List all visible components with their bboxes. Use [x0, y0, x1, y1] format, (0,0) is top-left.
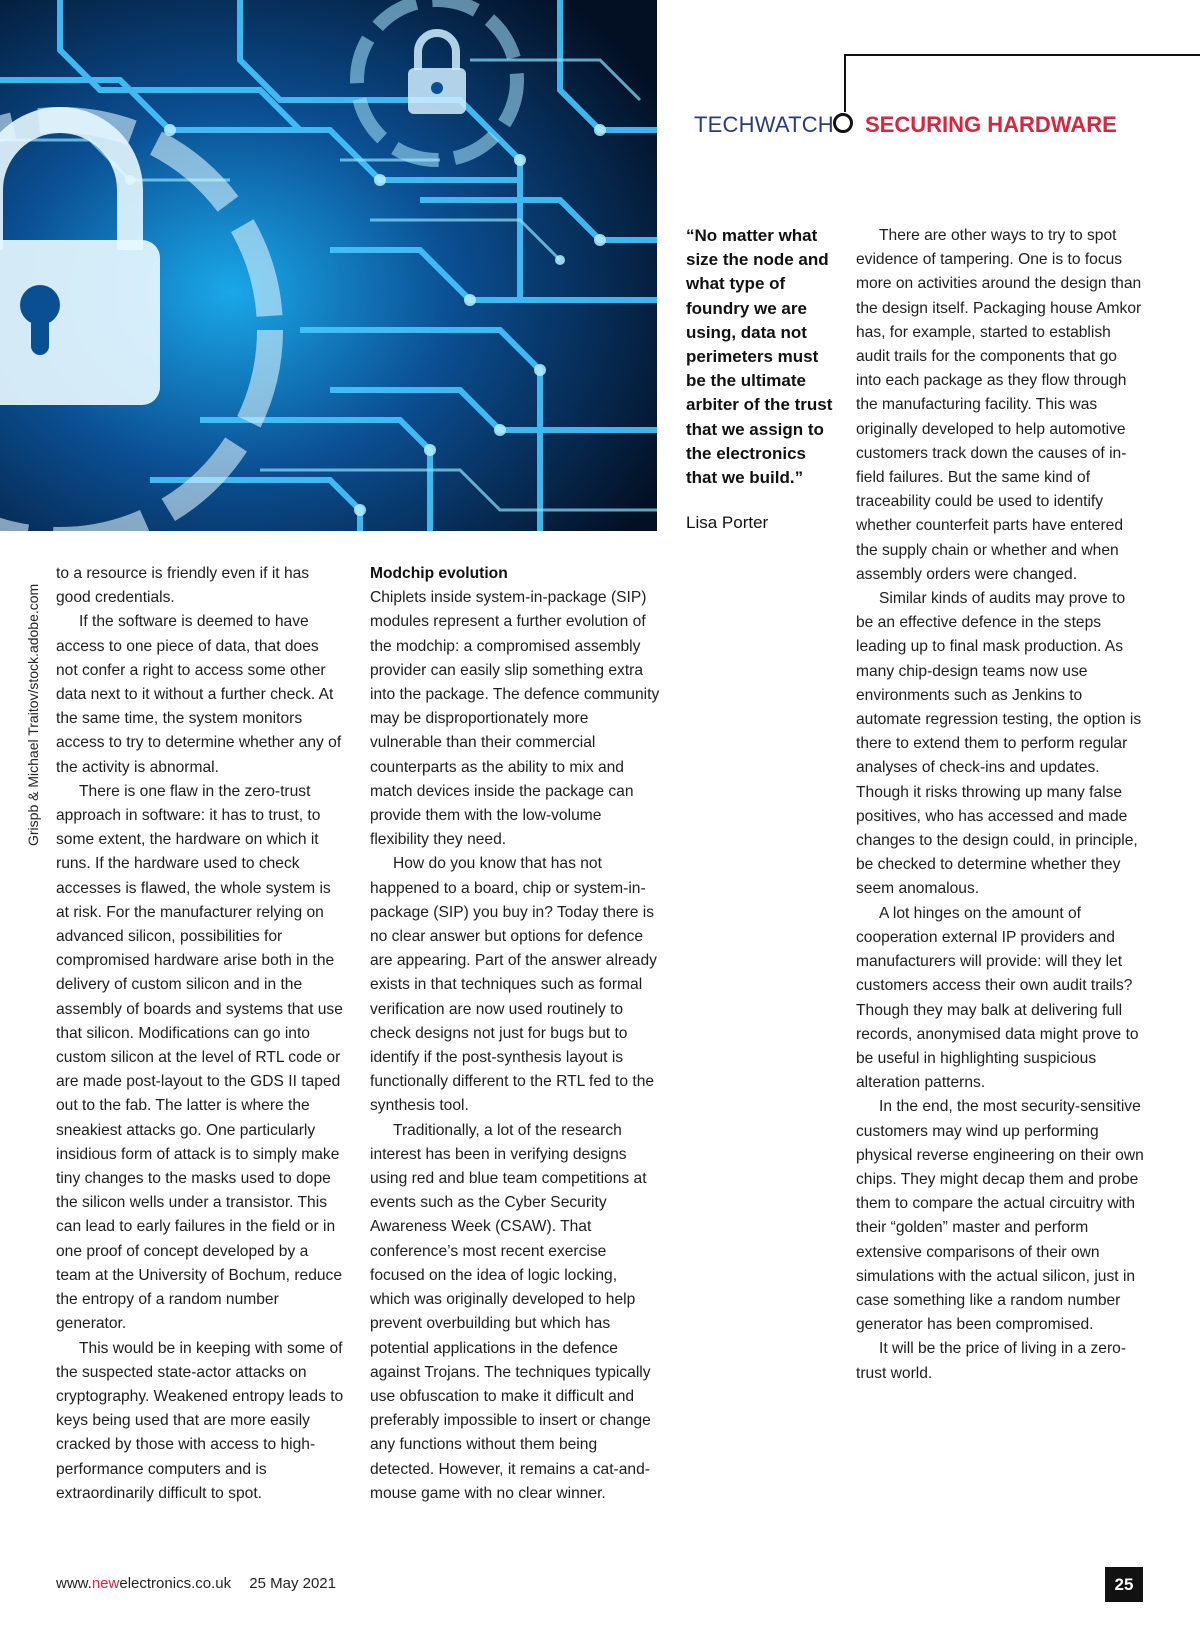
paragraph: Chiplets inside system-in-package (SIP) modules represent a further evolution of the modchip: a compromised assembly provider can easily slip something extra into the package. The defence community may be disproportionately more vulnerable than their commercial counterparts as the ability to mix and match devices inside the package can provide them with the low-volume flexibility they need.: [370, 589, 660, 849]
article-column-1: [56, 562, 344, 1506]
header-rule-vertical: [844, 54, 846, 112]
hero-image: [0, 0, 657, 531]
subheading: Modchip evolution: [370, 565, 508, 582]
article-column-2: [370, 562, 660, 1506]
paragraph: In the end, the most security-sensitive customers may wind up performing physical reverse engineering on their own chips. They might decap them and probe them to compare the actual circuitry with their “golden” master and perform extensive comparisons of their own simulations with the actual silicon, just in case something like a random number generator has been compromised.: [856, 1098, 1144, 1334]
section-topic: SECURING HARDWARE: [865, 112, 1117, 137]
website-link[interactable]: [56, 1575, 231, 1592]
article-column-3: [856, 224, 1146, 1386]
paragraph: It will be the price of living in a zero-trust world.: [856, 1340, 1127, 1382]
header-circle-marker: [833, 113, 853, 133]
paragraph: This would be in keeping with some of the suspected state-actor attacks on cryptography. Weakened entropy leads to keys being used that are more easily cracked by those with access to high-performance computers and is extraordinarily difficult to spot.: [56, 1339, 344, 1502]
paragraph: Traditionally, a lot of the research interest has been in verifying designs using red and blue team competitions at events such as the Cyber Security Awareness Week (CSAW). That conference’s most recent exercise focused on the idea of logic locking, which was originally developed to help prevent overbuilding but which has potential applications in the defence against Trojans. The techniques typically use obfuscation to make it difficult and preferably impossible to insert or change any functions without them being detected. However, it remains a cat-and-mouse game with no clear winner.: [370, 1121, 651, 1502]
section-label: TECHWATCH: [694, 112, 834, 137]
paragraph: If the software is deemed to have access to one piece of data, that does not confer a right to access some other data next to it without a further check. At the same time, the system monitors access to try to determine whether any of the activity is abnormal.: [56, 613, 342, 776]
url-suffix: electronics.co.uk: [119, 1575, 232, 1592]
circuit-board-padlock-illustration: [0, 0, 657, 531]
pull-quote: “No matter what size the node and what type of foundry we are using, data not perimeters must be the ultimate arbiter of the trust that we assign to the electronics that we build.”: [686, 226, 833, 488]
header-rule: [845, 54, 1200, 56]
paragraph: Similar kinds of audits may prove to be an effective defence in the steps leading up to final mask production. As many chip-design teams now use environments such as Jenkins to automate regression testing, the option is there to extend them to perform regular analyses of check-ins and updates. Though it risks throwing up many false positives, who has accessed and made changes to the design could, in principle, be checked to determine whether they seem anomalous.: [856, 590, 1142, 898]
paragraph: How do you know that has not happened to a board, chip or system-in-package (SIP) you buy in? Today there is no clear answer but options for defence are appearing. Part of the answer already exists in that techniques such as formal verification are now used routinely to check designs not just for bugs but to identify if the post-synthesis layout is functionally different to the RTL fed to the synthesis tool.: [370, 855, 657, 1115]
pull-quote-author: Lisa Porter: [686, 513, 769, 532]
issue-date: 25 May 2021: [249, 1575, 336, 1592]
photo-credit-text: Grispb & Michael Traitov/stock.adobe.com: [25, 583, 41, 846]
footer: [56, 1575, 336, 1592]
paragraph: A lot hinges on the amount of cooperation external IP providers and manufacturers will provide: will they let customers access their own audit trails? Though they may balk at delivering full records, anonymised data might prove to be useful in highlighting suspicious alteration patterns.: [856, 904, 1139, 1092]
page-number: 25: [1105, 1567, 1143, 1602]
photo-credit: [11, 566, 41, 846]
paragraph: to a resource is friendly even if it has good credentials.: [56, 565, 310, 607]
paragraph: There is one flaw in the zero-trust approach in software: it has to trust, to some extent, the hardware on which it runs. If the hardware used to check accesses is flawed, the whole system is at risk. For the manufacturer relying on advanced silicon, possibilities for compromised hardware arise both in the delivery of custom silicon and in the assembly of boards and systems that use that silicon. Modifications can go into custom silicon at the level of RTL code or are made post-layout to the GDS II taped out to the fab. The latter is where the sneakiest attacks go. One particularly insidious form of attack is to simply make tiny changes to the masks used to dope the silicon wells under a transistor. This can lead to early failures in the field or in one proof of concept developed by a team at the University of Bochum, reduce the entropy of a random number generator.: [56, 782, 343, 1333]
paragraph: There are other ways to try to spot evidence of tampering. One is to focus more on activities around the design than the design itself. Packaging house Amkor has, for example, started to establish audit trails for the components that go into each package as they flow through the manufacturing facility. This was originally developed to help automotive customers track down the causes of in-field failures. But the same kind of traceability could be used to identify whether counterfeit parts have entered the supply chain or whether and when assembly orders were changed.: [856, 227, 1142, 583]
url-brand: new: [91, 1575, 120, 1592]
url-prefix: www.: [56, 1575, 92, 1592]
